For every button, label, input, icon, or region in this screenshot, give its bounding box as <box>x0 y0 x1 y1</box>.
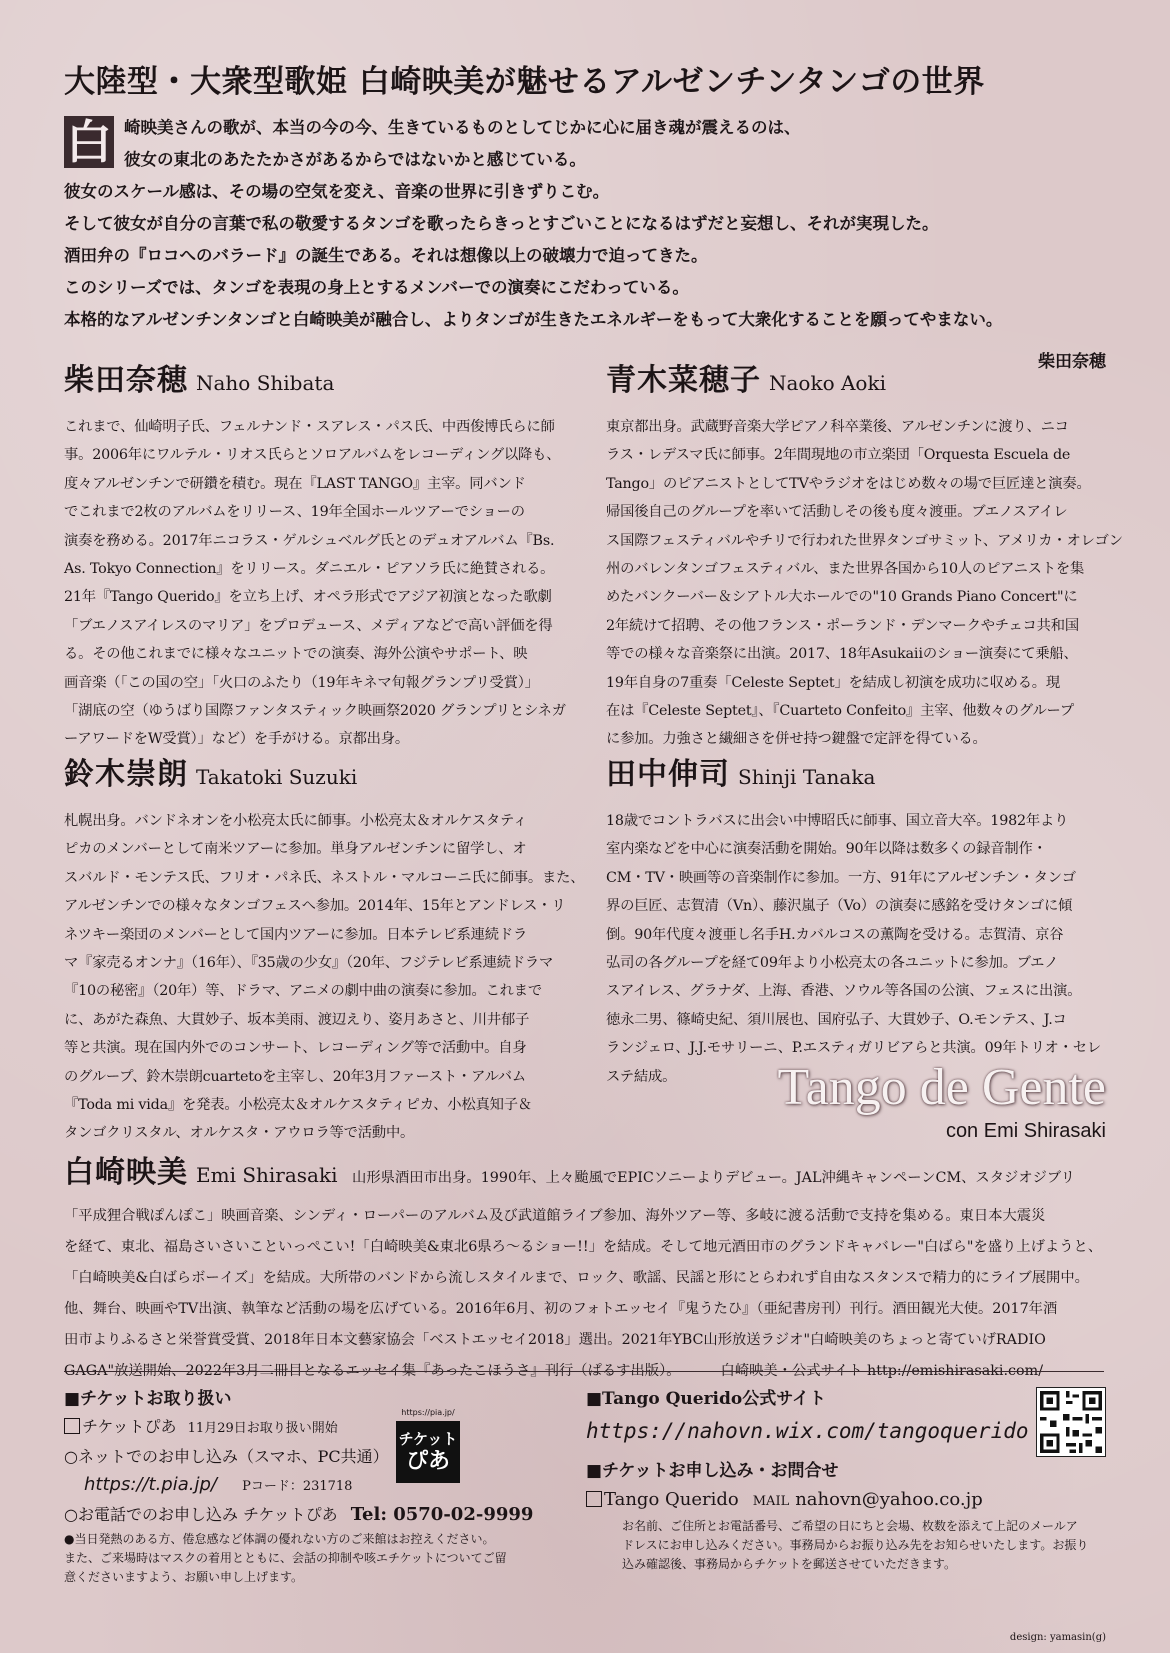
checkbox-icon <box>64 1418 80 1434</box>
bio-heading <box>606 362 1106 409</box>
brand-logo <box>778 1060 1106 1143</box>
bio-line: 2年続けて招聘、その他フランス・ポーランド・デンマークやチェコ共和国 <box>606 617 1079 634</box>
intro-line: このシリーズでは、タンゴを表現の身上とするメンバーでの演奏にこだわっている。 <box>64 278 689 297</box>
bio-line: 事。2006年にワルテル・リオス氏らとソロアルバムをレコーディング以降も、 <box>64 447 561 464</box>
intro-line: 彼女のスケール感は、その場の空気を変え、音楽の世界に引きずりこむ。 <box>64 182 610 201</box>
ticket-title: ■チケットお取り扱い <box>64 1389 232 1409</box>
intro-line: 酒田弁の『ロコへのバラード』の誕生である。それは想像以上の破壊力で迫ってきた。 <box>64 246 708 265</box>
bio-text <box>64 1201 1124 1387</box>
intro-signature: 柴田奈穂 <box>1038 352 1106 372</box>
bio-name-jp: 白崎映美 <box>64 1155 188 1190</box>
bio-line: 18歳でコントラバスに出会い中博昭氏に師事、国立音大卒。1982年より <box>606 813 1069 829</box>
pia-logo-url: https://pia.jp/ <box>401 1408 455 1417</box>
bio-line: Tango」のピアニストとしてTVやラジオをはじめ数々の場で巨匠達と演奏。 <box>606 475 1091 492</box>
bio-line: 州のバレンタンゴフェスティバル、また世界各国から10人のピアニストを集 <box>606 561 1085 578</box>
bio-name-en: Naoko Aoki <box>769 371 886 395</box>
intro-line: 本格的なアルゼンチンタンゴと白崎映美が融合し、よりタンゴが生きたエネルギーをもって大衆化することを願ってやまない。 <box>64 310 1003 329</box>
pia-logo-mark <box>396 1421 460 1483</box>
qr-code-icon[interactable] <box>1036 1387 1106 1457</box>
bio-line: ランジェロ、J.J.モサリーニ、P.エスティガリビアらと共演。09年トリオ・セレ <box>606 1040 1101 1057</box>
bio-line: 山形県酒田市出身。1990年、上々颱風でEPICソニーよりデビュー。JAL沖縄キャンペーンCM、スタジオジブリ <box>352 1170 1075 1186</box>
bio-line: 界の巨匠、志賀清（Vn）、藤沢嵐子（Vo）の演奏に感銘を受けタンゴに傾 <box>606 898 1073 915</box>
order-note <box>586 1517 1106 1574</box>
bio-heading <box>64 362 564 409</box>
bio-line: 徳永二男、篠崎史紀、須川展也、国府弘子、大貫妙子、O.モンテス、J.コ <box>606 1011 1067 1028</box>
bio-line: 「白崎映美&白ばらボーイズ」を結成。大所帯のバンドから流しスタイルまで、ロック、歌謡、民謡と形にとらわれず自由なスタンスで精力的にライブ展開中。 <box>64 1270 1089 1286</box>
bio-line: 度々アルゼンチンで研鑽を積む。現在『LAST TANGO』主宰。同バンド <box>64 475 526 492</box>
bio-line: 弘司の各グループを経て09年より小松亮太の各ユニットに参加。ブエノ <box>606 955 1059 972</box>
bio-line: As. Tokyo Connection』をリリース。ダニエル・ピアソラ氏に絶賛される。 <box>64 561 555 578</box>
bio-name-en: Shinji Tanaka <box>738 765 876 789</box>
bio-line: 帰国後自己のグループを率いて活動しその後も度々渡亜。ブエノスアイレ <box>606 504 1068 521</box>
bio-line: ピカのメンバーとして南米ツアーに参加。単身アルゼンチンに留学し、オ <box>64 841 527 858</box>
bio-name-jp: 鈴木崇朗 <box>64 757 188 792</box>
bio-name-jp: 柴田奈穂 <box>64 363 188 398</box>
bio-line: 「湖底の空（ゆうばり国際ファンタスティック映画祭2020 グランプリとシネガ <box>64 703 566 720</box>
pia-start: 11月29日お取り扱い開始 <box>187 1421 338 1436</box>
pia-label: チケットぴあ <box>82 1417 177 1436</box>
intro-text <box>64 112 1114 336</box>
tango-querido-link[interactable]: https://nahovn.wix.com/tangoquerido <box>586 1419 1029 1443</box>
health-notice <box>64 1530 584 1587</box>
net-label: ○ネットでのお申し込み（スマホ、PC共通） <box>64 1447 389 1466</box>
contact-info <box>586 1385 1106 1574</box>
bio-line: に、あがた森魚、大貫妙子、坂本美雨、渡辺えり、姿月あさと、川井郁子 <box>64 1011 530 1028</box>
pia-url-link[interactable]: https://t.pia.jp/ <box>84 1474 217 1495</box>
bio-name-en: Emi Shirasaki <box>196 1163 338 1187</box>
bio-suzuki <box>64 756 585 1148</box>
bio-line: る。その他これまでに様々なユニットでの演奏、海外公演やサポート、映 <box>64 646 528 663</box>
note-line: ドレスにお申し込みください。事務局からお振り込み先をお知らせいたします。お振り <box>622 1538 1089 1552</box>
bio-line: ステ結成。 <box>606 1068 677 1085</box>
bio-name-en: Takatoki Suzuki <box>196 765 358 789</box>
bio-line: でこれまで2枚のアルバムをリリース、19年全国ホールツアーでショーの <box>64 504 525 521</box>
note-line: 込み確認後、事務局からチケットを郵送させていただきます。 <box>622 1557 956 1571</box>
bio-line: 札幌出身。バンドネオンを小松亮太氏に師事。小松亮太＆オルケスタティ <box>64 813 528 829</box>
note-line: お名前、ご住所とお電話番号、ご希望の日にちと会場、枚数を添えて上記のメールア <box>622 1519 1078 1533</box>
phone-label: ○お電話でのお申し込み チケットぴあ <box>64 1505 338 1524</box>
bio-line: 等と共演。現在国内外でのコンサート、レコーディング等で活動中。自身 <box>64 1040 527 1057</box>
bio-aoki <box>606 362 1123 754</box>
bio-heading <box>64 756 564 803</box>
official-site-link[interactable]: 白崎映美・公式サイト http://emishirasaki.com/ <box>720 1363 1044 1379</box>
site-title: ■Tango Querido公式サイト <box>586 1389 827 1409</box>
bio-line: マ『家売るオンナ』（16年）、『35歳の少女』（20年、フジテレビ系連続ドラマ <box>64 955 554 972</box>
org-name: Tango Querido <box>604 1489 739 1510</box>
pia-logo-text: ぴあ <box>405 1449 450 1474</box>
bio-line: を経て、東北、福島さいさいこといっぺこい!「白崎映美&東北6県ろ～るショー!!」を結成。そして地元酒田市のグランドキャバレー"白ばら"を盛り上げようと、 <box>64 1239 1103 1255</box>
bio-line: GAGA"放送開始、2022年3月二冊目となるエッセイ集『あったこほうさ』刊行（ぱるす出版）。 <box>64 1363 681 1379</box>
bio-shirasaki <box>64 1154 1124 1387</box>
ticket-info <box>64 1385 584 1529</box>
pia-row <box>64 1413 584 1443</box>
bio-name-jp: 青木菜穂子 <box>606 363 761 398</box>
bio-line: 「平成狸合戦ぽんぽこ」映画音楽、シンディ・ローパーのアルバム及び武道館ライブ参加、海外ツアー等、多岐に渡る活動で支持を集める。東日本大震災 <box>64 1208 1046 1224</box>
pia-logo <box>394 1407 462 1485</box>
bio-line: に参加。力強さと繊細さを併せ持つ鍵盤で定評を得ている。 <box>606 731 987 748</box>
bio-line: 21年『Tango Querido』を立ち上げ、オペラ形式でアジア初演となった歌劇 <box>64 589 552 606</box>
bio-line: 在は『Celeste Septet』、『Cuarteto Confeito』主宰、他数々のグループ <box>606 703 1075 720</box>
bio-line: のグループ、鈴木崇朗cuartetoを主宰し、20年3月ファースト・アルバム <box>64 1068 526 1085</box>
notice-line: 意くださいますよう、お願い申し上げます。 <box>64 1570 304 1584</box>
checkbox-icon <box>586 1491 602 1507</box>
notice-line: ●当日発熱のある方、倦怠感など体調の優れない方のご来館はお控えください。 <box>64 1532 495 1546</box>
bio-line: 演奏を務める。2017年ニコラス・ゲルシュベルグ氏とのデュオアルバム『Bs. <box>64 532 555 549</box>
phone-row <box>64 1501 584 1529</box>
mail-address[interactable]: nahovn@yahoo.co.jp <box>795 1489 983 1510</box>
bio-line: ス国際フェスティバルやチリで行われた世界タンゴサミット、アメリカ・オレゴン <box>606 532 1123 549</box>
bio-name-en: Naho Shibata <box>196 371 335 395</box>
brand-subtitle: con Emi Shirasaki <box>945 1120 1106 1142</box>
bio-line: 『10の秘密』（20年）等、ドラマ、アニメの劇中曲の演奏に参加。これまで <box>64 983 542 1000</box>
bio-line: 『Toda mi vida』を発表。小松亮太＆オルケスタティピカ、小松真知子＆ <box>64 1097 532 1114</box>
intro-line: そして彼女が自分の言葉で私の敬愛するタンゴを歌ったらきっとすごいことになるはずだと妄想し、それが実現した。 <box>64 214 939 233</box>
dropcap: 白 <box>66 115 112 169</box>
bio-line: 画音楽（「この国の空」「火口のふたり（19年キネマ旬報グランプリ受賞）」 <box>64 674 539 691</box>
divider <box>64 1371 1104 1372</box>
bio-line: 田市よりふるさと栄誉賞受賞、2018年日本文藝家協会「ベストエッセイ2018」選出。2021年YBC山形放送ラジオ"白崎映美のちょっと寄ていげRADIO <box>64 1332 1046 1348</box>
pcode: Pコード：231718 <box>242 1479 353 1494</box>
bio-line: めたバンクーバー＆シアトル大ホールでの"10 Grands Piano Concert"に <box>606 589 1078 606</box>
phone-number[interactable]: Tel: 0570-02-9999 <box>350 1504 534 1525</box>
bio-line: CM・TV・映画等の音楽制作に参加。一方、91年にアルゼンチン・タンゴ <box>606 869 1076 886</box>
bio-text <box>606 413 1123 754</box>
net-row <box>64 1471 584 1501</box>
bio-line: 19年自身の7重奏「Celeste Septet」を結成し初演を成功に収める。現 <box>606 674 1060 691</box>
bio-line: スアイレス、グラナダ、上海、香港、ソウル等各国の公演、フェスに出演。 <box>606 983 1082 1000</box>
bio-line: 倒。90年代度々渡亜し名手H.カバルコスの薫陶を受ける。志賀清、京谷 <box>606 926 1064 943</box>
bio-heading <box>606 756 1106 803</box>
bio-line: アルゼンチンでの様々なタンゴフェスへ参加。2014年、15年とアンドレス・リ <box>64 898 566 915</box>
bio-line: ラス・レデスマ氏に師事。2年間現地の市立楽団「Orquesta Escuela de <box>606 447 1071 464</box>
bio-shibata <box>64 362 564 754</box>
pia-logo-text: チケット <box>398 1430 458 1448</box>
mail-label: MAIL <box>752 1494 790 1509</box>
bio-name-jp: 田中伸司 <box>606 757 730 792</box>
bio-line: タンゴクリスタル、オルケスタ・アウロラ等で活動中。 <box>64 1125 415 1142</box>
bio-line: 「ブエノスアイレスのマリア」をプロデュース、メディアなどで高い評価を得 <box>64 617 553 634</box>
mail-row <box>586 1485 1106 1517</box>
design-credit: design: yamasin(g) <box>1009 1632 1106 1643</box>
intro-line: 彼女の東北のあたたかさがあるからではないかと感じている。 <box>124 150 586 169</box>
bio-text <box>64 413 564 754</box>
notice-line: また、ご来場時はマスクの着用とともに、会話の抑制や咳エチケットについてご留 <box>64 1551 507 1565</box>
bio-line: 等での様々な音楽祭に出演。2017、18年Asukaⅱのショー演奏にて乗船、 <box>606 646 1078 663</box>
intro-line: 崎映美さんの歌が、本当の今の今、生きているものとしてじかに心に届き魂が震えるのは、 <box>124 118 801 137</box>
brand-title: Tango de Gente <box>777 1059 1106 1116</box>
bio-line: スバルド・モンテス氏、フリオ・パネ氏、ネストル・マルコーニ氏に師事。また、 <box>64 869 585 886</box>
inquiry-title: ■チケットお申し込み・お問合せ <box>586 1461 839 1481</box>
bio-line: 室内楽などを中心に演奏活動を開始。90年以降は数多くの録音制作・ <box>606 841 1047 858</box>
bio-line: ーアワードをW受賞）」など）を手がける。京都出身。 <box>64 731 409 748</box>
bio-line: これまで、仙崎明子氏、フェルナンド・スアレス・パス氏、中西俊博氏らに師 <box>64 419 555 435</box>
bio-text <box>64 807 585 1148</box>
bio-line: ネツキー楽団のメンバーとして国内ツアーに参加。日本テレビ系連続ドラ <box>64 926 528 943</box>
bio-line: 他、舞台、映画やTV出演、執筆など活動の場を広げている。2016年6月、初のフォトエッセイ『鬼うたひ』（亜紀書房刊）刊行。酒田観光大使。2017年酒 <box>64 1301 1058 1317</box>
bio-line: 東京都出身。武蔵野音楽大学ピアノ科卒業後、アルゼンチンに渡り、ニコ <box>606 419 1069 435</box>
bio-first-line <box>64 1154 1124 1201</box>
bio-text <box>606 807 1106 1091</box>
headline: 大陸型・大衆型歌姫 白崎映美が魅せるアルゼンチンタンゴの世界 <box>64 64 985 100</box>
bio-tanaka <box>606 756 1106 1091</box>
